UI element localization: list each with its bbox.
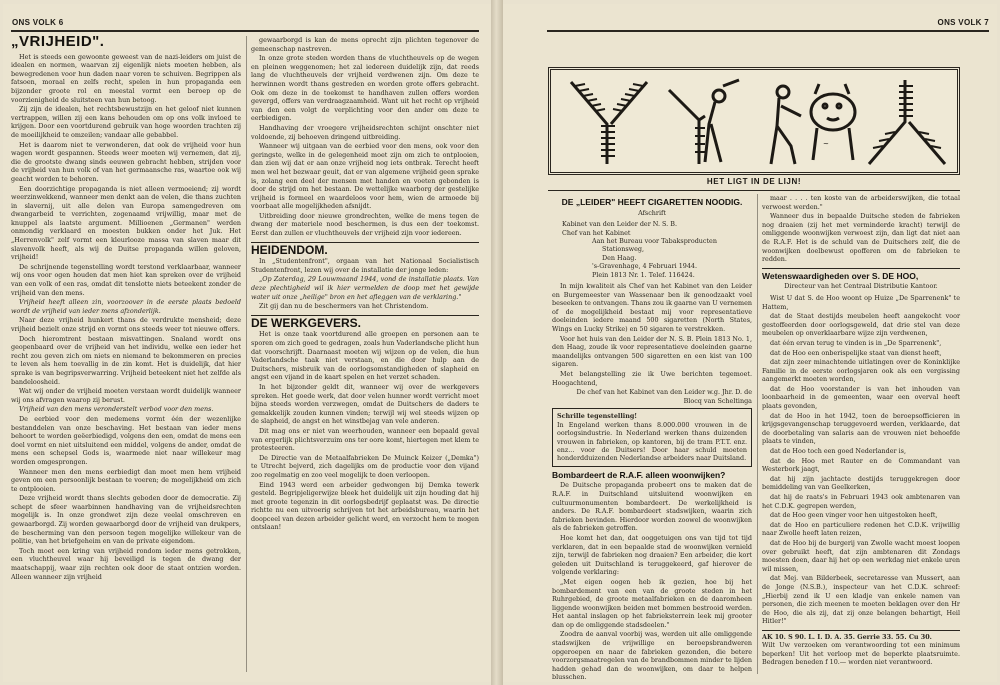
list-item: dat zijn zeer minachtende uitlatingen over de Koninklijke Familie in de eerste oorlogsjaren ook als een vergissing aangemerkt moeten worden, xyxy=(762,358,960,384)
left-page xyxy=(3,4,491,682)
paragraph: Zij zijn de idealen, het rechtsbewustzijn en het geloof niet kunnen vertrappen, willen zij een kans behouden om op ons volk invloed te krijgen. Door een voortdurend gebruik van hoge woorden trachten zij de moeilijkheid te omzeilen; vandaar alle gebabbel. xyxy=(11,105,241,139)
list-item: dat de Hoo voorstander is van het inhouden van loonbaarheid in de gemeenten, waar een overval heeft plaats gevonden, xyxy=(762,384,960,411)
address-line: Stationsweg, xyxy=(602,245,644,254)
list-item: dat de Hoo toch een goed Nederlander is, xyxy=(770,447,906,456)
list-item: dat de Hoo een onberispelijke staat van dienst heeft, xyxy=(770,348,942,357)
afschrift-label: Afschrift xyxy=(638,208,666,217)
list-item: dat hij de raats's in Februari 1943 ook ambtenaren van het C.D.K. gegrepen werden, xyxy=(762,493,960,510)
paragraph: maar . . . . ten koste van de arbeiderswijken, die totaal verwoest werden." xyxy=(762,194,960,211)
column-divider xyxy=(757,194,758,674)
paragraph: Wanneer dus in bepaalde Duitsche steden de fabrieken nog draaien (zij het met verminderde kracht) terwijl de omliggende woonwijken verwoest zijn, dan ligt dat niet aan de R.A.F. Het is de schuld van de Duitschers zelf, die de woonwijken doelbewust opofferen om de fabrieken te redden. xyxy=(762,212,960,264)
paragraph: Zoodra de aanval voorbij was, werden uit alle omliggende stadswijken de vrijwillige en beroepsbrandweren opgeroepen en naar de fabrieken gezonden, die betere voorzorgsmaatregelen van de brandbommen minder te lijden hadden gehad dan de woonwijken, om daar te helpen blusschen. xyxy=(552,630,752,682)
paragraph: De eerbied voor den medemens vormt één der wezenlijke bestanddelen van onze beschaving. Het bestaan van ieder mens behoort te worden geëerbiedigd, volgens den een, omdat de mens een doel vormt en niet uitsluitend een middel, volgens de ander, omdat de mens een schepsel Gods is, waarmede niet naar willekeur mag worden omgesprongen. xyxy=(11,414,241,466)
paragraph: Dit mag ons er niet van weerhouden, wanneer een bepaald geval van ergerlijk plichtsverzuim ons ter oore komt, hiertegen met klem te protesteeren. xyxy=(251,426,479,453)
running-head-right: ONS VOLK 7 xyxy=(937,18,989,27)
paragraph: Het is onze taak voortdurend alle groepen en personen aan te sporen om zich goed te gedragen, zoals hun Vaderlandsche plicht hun dat voorschrijft. Daarnaast moeten wij wijzen op de velen, die hun Vaderlandsche taak niet verstaan, en die door hulp aan de Duitschers, misbruik van de oorlogsomstandigheden of slapheid en angst een vijand in de kaart spelen en het verzet schaden. xyxy=(251,330,479,382)
kneeling-figures-icon xyxy=(761,76,861,168)
list-item: dat één ervan terug te vinden is in „De Sparrenenk", xyxy=(770,338,942,347)
list-item: Wist U dat S. de Hoo woont op Huize „De Sparrenenk" te Hattem, xyxy=(762,293,960,311)
list-item: dat hij zijn jachtacte destijds teruggekregen door bemiddeling van van Geelkerken, xyxy=(762,474,960,492)
footer-text: Wilt Uw verzoeken om verantwoording tot een minimum beperken! Uit het verloop met de beperkte plaatsruimte. Bedragen beneden f 10.— worden niet verantwoord. xyxy=(762,641,960,667)
paragraph: gewaarborgd is kan de mens oprecht zijn plichten tegenover de gemeenschap nastreven. xyxy=(251,36,479,53)
paragraph: Naar deze vrijheid hunkert thans de verdrukte mensheid; deze vrijheid bezielt onze strijd en vormt ons steeds weer tot nieuwe offers. xyxy=(11,316,241,333)
list-item: dat de Hoo met Rauter en de Commandant van Westerbork jaagt, xyxy=(762,456,960,474)
header-rule-right xyxy=(547,30,989,32)
banner-caption: HET LIGT IN DE LIJN! xyxy=(706,177,802,186)
paragraph: In „Studentenfront", orgaan van het Nationaal Socialistisch Studentenfront, lezen wij over de installatie der jonge leden: xyxy=(251,257,479,274)
paragraph: Uitbreiding door nieuwe grondrechten, welke de mens tegen de dwang der materiele nood beschermen, is dus een der toekomst. Eerst dan zullen er vluchtheuvels der vrijheid zijn voor iedereen. xyxy=(251,211,479,238)
left-column-2 xyxy=(251,36,479,676)
paragraph: Doch hieromtrent bestaan misvattingen. Snaland wordt ons geopenbaard over de vrijheid van het individu, welke een ieder het recht zou geven zich om niets en niemand te bekommeren en precies te leven als hem toevallig in de zin komt. Het is duidelijk, dat hier sprake is van begripsverwarring. Vrijheid beteekent niet het zelfde als bandeloosheid. xyxy=(11,334,241,386)
paragraph: De Duitsche propaganda probeert ons te maken dat de R.A.F. in Duitschland uitsluitend woonwijken en cultuurmonumenten bombardeert. De werkelijkheid is anders. De R.A.F. bombardeert stadswijken, waarin zich fabrieken bevinden. Hierdoor worden zoowel de woonwijken als de fabrieken getroffen. xyxy=(552,481,752,533)
section-rule xyxy=(548,190,960,191)
address-line: Plein 1813 Nr. 1. Telef. 116424. xyxy=(592,270,695,279)
paragraph: Het is daarom niet te verwonderen, dat ook de vrijheid voor hun wagen wordt gespannen. Steeds weer moeten wij vernemen, dat zij, die de grootste dwang sinds eeuwen gebracht hebben, strijden voor de vrijheid van hun volk of van het germaansche ras, waartoe ook wij geacht worden te behoren. xyxy=(11,140,241,183)
box-text: In Engeland werken thans 8.000.000 vrouwen in de oorlogsindustrie. In Nederland werken thans duizenden vrouwen in fabrieken, op kantoren, bij de tram P.T.T. enz. enz... voor de Duitsers! Door haar schuld moeten honderdduizenden Nederlandse arbeiders naar Duitsland. xyxy=(557,420,747,463)
paragraph: Toch moet een kring van vrijheid rondom ieder mens getrokken, een vluchtheuvel waar hij beveiligd is tegen de dwang der maatschappij, waar zijn rechten ook door de staat ontzien worden. Alleen wanneer zijn vrijheid xyxy=(11,546,241,581)
paragraph: Eind 1943 werd een arbeider gedwongen bij Demka tewerk gesteld. Begripjeligerwijze bleek het duidelijk uit zijn houding dat hij met groote tegenzin in dit oorlogsbedrijf geplaatst was. De directie richtte nu een uitvoerig schrijven tot het arbeidsbureau, waarin het doopceel van dezen arbeider gelicht werd, en verzocht hem te mogen ontslaan! xyxy=(251,480,479,532)
svg-text:~: ~ xyxy=(823,140,829,148)
paragraph-quote: „Op Zaterdag, 29 Louwmaand 1944, vond de installatie plaats. Van deze plechtigheid wil ik hier vermelden de doop met het gewijde water uit onze „heilige" bron en het afleggen van de verklaring." xyxy=(251,275,479,301)
running-head-left: ONS VOLK 6 xyxy=(12,18,64,27)
address-line: Chef van het Kabinet xyxy=(562,228,631,237)
article-subtitle-de-hoo: Directeur van het Centraal Distributie Kantoor. xyxy=(784,282,938,291)
paragraph: Een doorzichtige propaganda is niet alleen vermoeiend; zij wordt weerzinwekkend, wanneer men denkt aan de velen, die thans zuchten in slavernij, uit alle delen van Europa samengedreven om dwangarbeid te verrichten, zogenaamd vrijwillig, maar met de knuppel als laatste argument. Millioenen „Germanen" werden onmondig verklaard en moesten bukken onder het Juk. Het „Herrenvolk" zelf vormt een kleurlooze massa van slaven maar dit slavenvolk heeft, als wij de Duitse propaganda willen geloven, vrijheid! xyxy=(11,184,241,262)
list-item: dat Mej. van Bilderbeek, secretaresse van Mussert, aan de Jonge (N.S.B.), inspecteur van het C.D.K. schreef: „Hierbij zend ik U een kladje van enkele namen van personen, die zich meenen te moeten beklagen over den Hr de Hoo, die als zij, dat zij onze belangen behartigt, Heil Hitler!" xyxy=(762,574,960,626)
paragraph: „Met eigen oogen heb ik gezien, hoe bij het bombardement van een van de groote steden in het Ruhrgebied, de groote metaalfabrieken en de daaromheen liggende woonwijken beiden met bommen bestrooid werden. Het aantal inslagen op het fabrieksterrein leek mij grooter dan op de omliggende stadsdeelen." xyxy=(552,577,752,629)
address-line: Aan het Bureau voor Tabaksproducten xyxy=(592,237,717,245)
list-item: dat de Hoo bij de burgerij van Zwolle wacht moest loopen over gebruikt heeft, dat zijn ambtenaren dit Zondags moesten doen, daar hij het op een werkdag niet enkele uren wil missen, xyxy=(762,538,960,573)
paragraph: De schrijnende tegenstelling wordt terstond verklaarbaar, wanneer wij ons voor ogen houden dat men hiet kan spreken over de vrijheid van een volk of een ras, omdat dit tenslotte niets beteekent zonder de vrijheid van den mens. xyxy=(11,262,241,297)
right-column-1 xyxy=(552,194,752,682)
paragraph: Wanneer men den mens eerbiedigt dan moet men hem vrijheid geven om een persoonlijk bestaan te voeren; de mogelijkheid om zich te ontplooien. xyxy=(11,467,241,493)
paragraph: Voor het huis van den Leider der N. S. B. Plein 1813 No. 1, den Haag, zoude ik voor representatieve doeleinden gaarne maandelijks ontvangen 500 sigaretten en een kist van 100 sigaren. xyxy=(552,334,752,369)
list-item: dat de Hoo en particuliere redenen het C.D.K. vrijwillig naar Zwolle heeft laten reizen, xyxy=(762,520,960,538)
letter-address xyxy=(562,220,752,279)
address-line: Den Haag. xyxy=(602,253,637,262)
column-divider xyxy=(246,36,247,672)
right-column-2 xyxy=(762,194,960,674)
paragraph: Zit gij dan nu de beschermers van het Christendom. xyxy=(259,302,429,311)
header-rule-left xyxy=(11,30,479,32)
article-title-de-hoo: Wetenswaardigheden over S. DE HOO, xyxy=(762,268,960,281)
rune-inverted-y-icon xyxy=(857,76,957,168)
paragraph: In mijn kwaliteit als Chef van het Kabinet van den Leider en Burgemeester van Wassenaar ben ik genoodzaakt voel beseeken te ontvangen. Thans zou ik gaarne van U vernemen of de mogelijkheid bestaat mij voor representatieve doeleinden iedere maand 500 sigaretten (North States, Wings en Lucky Strike) en 50 sigaren te verstrekken. xyxy=(552,282,752,333)
box-title: Schrille tegenstelling! xyxy=(557,412,638,421)
paragraph-italic: Vrijheid van den mens veronderstelt verbod voor den mens. xyxy=(19,405,214,414)
paragraph: Handhaving der vroegere vrijheidsrechten schijnt onschter niet voldoende, zij behoeven dringend uitbreiding. xyxy=(251,123,479,141)
figure-y-icon xyxy=(659,76,759,168)
paragraph: De Directie van de Metaalfabrieken De Muinck Keizer („Demka") te Utrecht bejverd, zich dagelijks om de productie voor den vijand zoo regelmatig en zoo veel mogelijk te doen verloopen. xyxy=(251,453,479,479)
list-item: dat de Staat destijds meubelen heeft aangekocht voor gestoffeerden door oorlogsgeweld, dat drie stel van deze meubelen op onverklaarbare wijze zijn verdwenen, xyxy=(762,312,960,338)
paragraph: In onze grote steden worden thans de vluchtheuvels op de wegen en pleinen weggenomen; het zal iedereen duidelijk zijn, dat reeds lang de vluchtheuvels der vrijheid verdwenen zijn. Om deze te herwinnen wordt thans gestreden en worden grote offers gebracht. Ook om deze in de toekomst te handhaven zullen offers worden gevergd, offers van verdraagzaamheid. Want uit het recht op vrijheid van den een volgt de verplichting voor den ander om deze te eerbiedigen. xyxy=(251,54,479,123)
left-column-1 xyxy=(11,34,241,674)
paragraph: Met belangstelling zie ik Uwe berichten tegemoet. Hoogachtend, xyxy=(552,369,752,387)
paragraph: Deze vrijheid wordt thans slechts geboden door de democratie. Zij schept de sfeer waarbinnen handhaving van de vrijheidsrechten mogelijk is. In onze grondwet zijn deze veelal omschreven en gewaarborgd. Zij worden gewaarborgd door de vrijheid van drukpers, de bescherming van den persoon tegen mogelijke willekeur van de politie, van het briefgeheim en van de private eigendom. xyxy=(11,494,241,546)
address-line: 's-Gravenhage, 4 Februari 1944. xyxy=(592,262,697,271)
footer-codes: AK 10. S 90. L. I. D. A. 35. Gerrie 33. 55. Cu 30. xyxy=(762,632,932,641)
page-gutter xyxy=(491,0,503,685)
paragraph: Hoe komt het dan, dat ooggetuigen ons van tijd tot tijd verklaren, dat in een bepaalde stad de woonwijken vernield zijn, terwijl de fabrieken nog draaien? Een arbeider, die kort geleden uit Duitschland is teruggekeerd, gaf hierover de volgende verklaring: xyxy=(552,533,752,577)
paragraph: Wat wij onder de vrijheid moeten verstaan wordt duidelijk wanneer wij ons afvragen waarop zij berust. xyxy=(11,387,241,404)
address-line: Kabinet van den Leider der N. S. B. xyxy=(562,220,677,229)
paragraph: Het is steeds een gewoonte geweest van de nazi-leiders om juist de idealen en normen, waarvan zij eigenlijk niets moeten hebben, als bewegredenen voor hun daden naar voren te schuiven. Begrippen als fatsoen, moraal en zelfs recht, spelen in hun propaganda een bijzonder groote rol en meestal vormt een beroep op de voorzienigheid de sluitsteen van hun betoog. xyxy=(11,52,241,104)
list-item: dat de Hoo geen vinger voor hen uitgestoken heeft, xyxy=(770,511,938,520)
article-title-cigaretten: DE „LEIDER" HEEFT CIGARETTEN NOODIG. xyxy=(561,197,743,207)
paragraph: In het bijzonder geldt dit, wanneer wij over de werkgevers spreken. Het goede werk, dat door velen hunner wordt verricht moet bijna steeds worden verzwegen, omdat de Duitschers de daders te gemakkelijk zouden kunnen vinden; terwijl wij wel steeds wijzen op de slapheid, de angst en het winstbejag van vele anderen. xyxy=(251,382,479,426)
cartoon-banner xyxy=(548,67,960,175)
article-title-raf: Bombardeert de R.A.F. alleen woonwijken? xyxy=(552,469,726,480)
rune-y-icon xyxy=(559,76,659,168)
article-title-vrijheid: „VRIJHEID". xyxy=(11,33,105,50)
paragraph: Wanneer wij uitgaan van de eerbied voor den mens, ook voor den geringste, welke in de gelegenheid moet zijn om zich te ontplooien, dan zien wij dat er aan onze vrijheid nog iets ontbrak. Terecht heeft men wel het bezwaar geuit, dat er van algemene vrijheid geen sprake is, zolang een deel der mensen met handen en voeten gebonden is door de strijd om het bestaan. De wettelijke waarborg der gestelijke vrijheid is formeel en waardeloos voor hem, wien de armoede bij voorbaat alle mogelijkheden afsnijdt. xyxy=(251,142,479,211)
paragraph-italic: Vrijheid heeft alleen zin, voorzoover in de eerste plaats bedoeld wordt de vrijheid van ieder mens afzonderlijk. xyxy=(11,298,241,315)
signature-line: De chef van het Kabinet van den Leider w.g. Jhr. D. de Blocq van Scheltinga xyxy=(576,388,752,405)
footer-accounting xyxy=(762,630,960,667)
list-item: dat de Hoo in het 1942, toen de beroepsofficieren in krijgsgevangenschap teruggevoerd werden, verklaarde, dat de doorbetaling van salaris aan de vrouwen niet behoefde plaats te vinden, xyxy=(762,411,960,446)
contrast-box xyxy=(552,408,752,466)
section-title-heidendom: HEIDENDOM. xyxy=(251,242,479,255)
section-title-werkgevers: DE WERKGEVERS. xyxy=(251,315,479,328)
